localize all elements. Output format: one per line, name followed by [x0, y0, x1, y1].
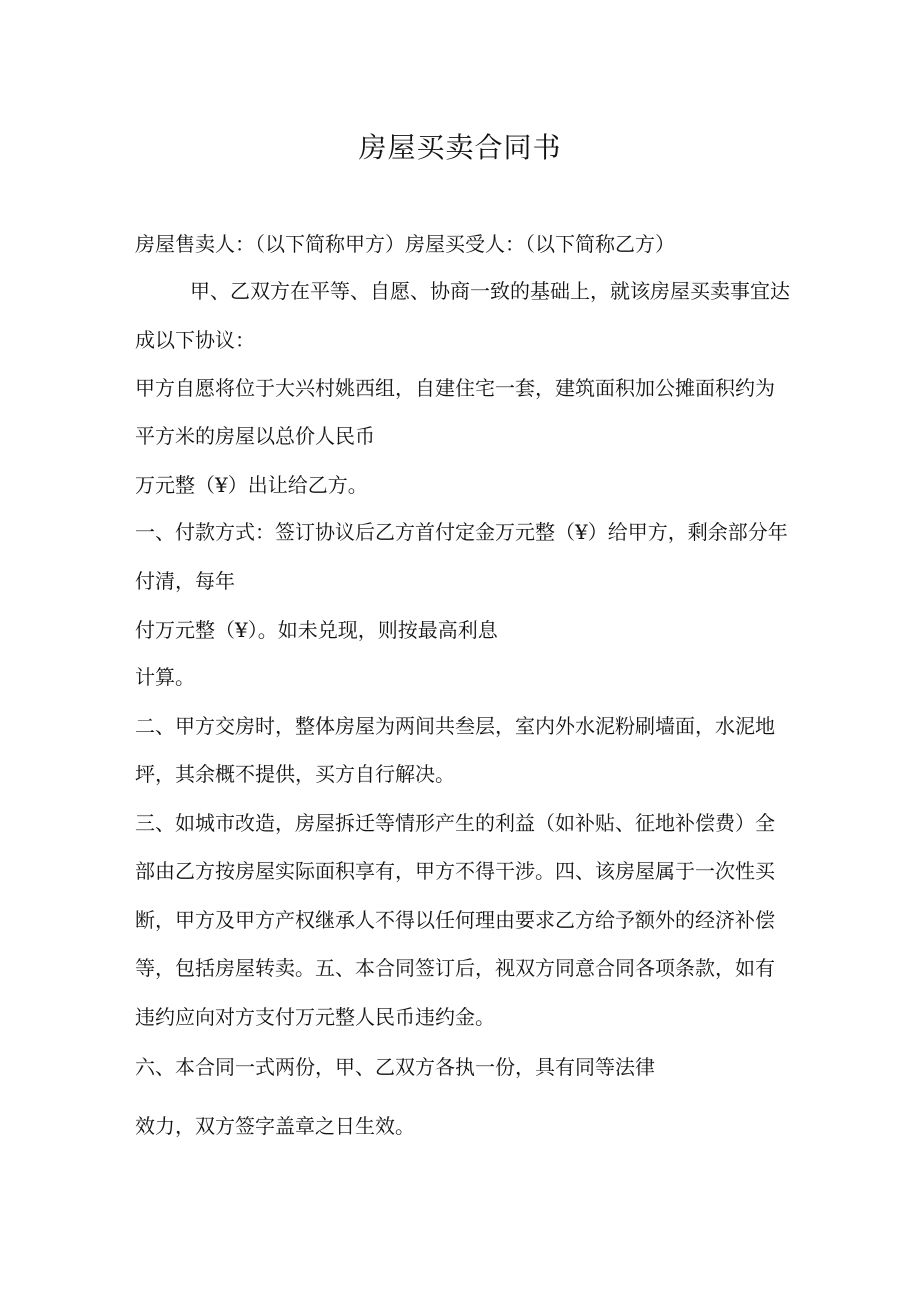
clause-6-line-2: 效力，双方签字盖章之日生效。: [135, 1114, 415, 1138]
property-line-1: 甲方自愿将位于大兴村姚西组，自建住宅一套，建筑面积加公摊面积约为: [135, 376, 775, 400]
clause-3-line-1: 三、如城市改造，房屋拆迁等情形产生的利益（如补贴、征地补偿费）全: [135, 811, 775, 835]
property-line-3: 万元整（¥）出让给乙方。: [135, 473, 368, 497]
parties-line: 房屋售卖人：（以下简称甲方）房屋买受人：（以下简称乙方）: [135, 232, 675, 256]
clause-2-line-1: 二、甲方交房时，整体房屋为两间共叁层，室内外水泥粉刷墙面，水泥地: [135, 714, 775, 738]
clause-1-line-3: 付万元整（¥）。如未兑现，则按最高利息: [135, 618, 498, 642]
document-title: 房屋买卖合同书: [358, 131, 562, 164]
clause-1-line-4: 计算。: [135, 665, 195, 689]
clause-5-line-1: 等，包括房屋转卖。五、本合同签订后，视双方同意合同各项条款，如有: [135, 956, 775, 980]
property-line-2: 平方米的房屋以总价人民币: [135, 424, 375, 448]
clause-1-line-2: 付清，每年: [135, 569, 235, 593]
clause-2-line-2: 坪，其余概不提供，买方自行解决。: [135, 762, 455, 786]
preamble-line-1: 甲、乙双方在平等、自愿、协商一致的基础上，就该房屋买卖事宜达: [190, 279, 790, 303]
preamble-line-2: 成以下协议：: [135, 328, 255, 352]
clause-3-line-2: 部由乙方按房屋实际面积享有，甲方不得干涉。四、该房屋属于一次性买: [135, 859, 775, 883]
clause-5-line-2: 违约应向对方支付万元整人民币违约金。: [135, 1005, 495, 1029]
clause-6-line-1: 六、本合同一式两份，甲、乙双方各执一份，具有同等法律: [135, 1055, 655, 1079]
clause-1-line-1: 一、付款方式：签订协议后乙方首付定金万元整（¥）给甲方，剩余部分年: [135, 520, 788, 544]
clause-4-line-1: 断，甲方及甲方产权继承人不得以任何理由要求乙方给予额外的经济补偿: [135, 908, 775, 932]
